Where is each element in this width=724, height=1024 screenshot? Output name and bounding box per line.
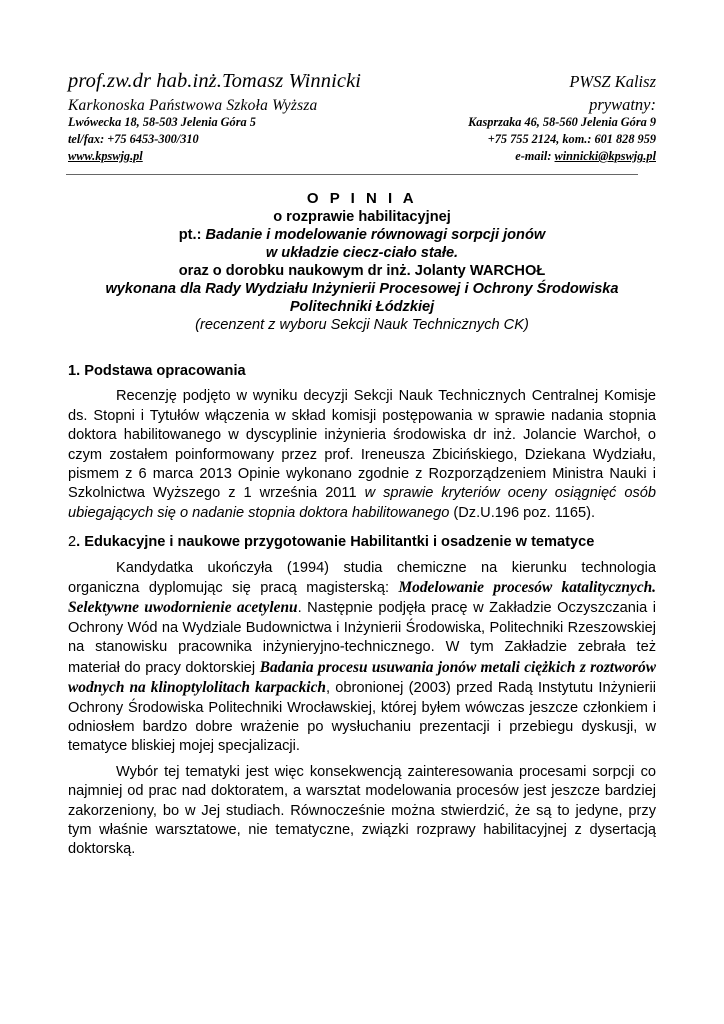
thesis-title: Badanie i modelowanie równowagi sorpcji jonów xyxy=(205,227,546,243)
title-line-2: o rozprawie habilitacyjnej xyxy=(273,209,451,225)
section-2-paragraph-2: Wybór tej tematyki jest więc konsekwencją zainteresowania procesami sorpcji co najmniej od prac nad doktoratem, a warsztat modelowania procesów jest jeszcze bardziej zakorzeniony, bo w Jej studiach. Równocześnie można stwierdzić, że są to jedyne, przy tym właśnie warsztatowe, nie tematyczne, związki rozprawy habilitacyjnej z dysertacją doktorską. xyxy=(68,763,656,858)
section-2-heading: 2. Edukacyjne i naukowe przygotowanie Habilitantki i osadzenie w tematyce xyxy=(68,534,595,551)
section-2-paragraph-1: Kandydatka ukończyła (1994) studia chemiczne na kierunku technologia organiczna dyplomując się pracą magisterską: Modelowanie procesów katalitycznych. Selektywne uwodornienie acetylenu. Następnie podjęła pracę w Zakładzie Oczyszczania i Ochrony Wód na Wydziale Budownictwa i Inżynierii Środowiska, Politechniki Rzeszowskiej na stanowisku pracownika inżynieryjno-technicznego. W tym Zakładzie zebrała też materiał do pracy doktorskiej Badania procesu usuwania jonów metali ciężkich z roztworów wodnych na klinoptylolitach karpackich, obronionej (2003) przed Radą Instytutu Inżynierii Ochrony Środowiska Politechniki Wrocławskiej, której byłem wówczas jeszcze członkiem i odniosłem bardzo dobre wrażenie po wysłuchaniu prezentacji i przebiegu dyskusji, w tematyce bliskiej mojej specjalizacji. xyxy=(68,559,656,755)
author-institution: Karkonoska Państwowa Szkoła Wyższa xyxy=(68,97,318,114)
title-line-5: oraz o dorobku naukowym dr inż. Jolanty WARCHOŁ xyxy=(178,263,546,279)
email-link[interactable]: winnicki@kpswjg.pl xyxy=(554,149,656,163)
right-institution-label: prywatny: xyxy=(589,95,656,114)
letterhead xyxy=(68,70,656,166)
document-body xyxy=(68,362,656,860)
document-heading: O P I N I A xyxy=(306,190,418,207)
title-line-8: (recenzent z wyboru Sekcji Nauk Technicznych CK) xyxy=(195,317,529,333)
title-line-7: Politechniki Łódzkiej xyxy=(289,299,435,315)
email-label: e-mail: xyxy=(515,149,552,163)
right-affiliation: PWSZ Kalisz xyxy=(569,72,656,91)
institution-website-link[interactable]: www.kpswjg.pl xyxy=(68,149,143,163)
letterhead-divider xyxy=(66,174,638,175)
private-phone: +75 755 2124, kom.: 601 828 959 xyxy=(487,132,656,146)
institution-address: Lwówecka 18, 58-503 Jelenia Góra 5 xyxy=(68,115,256,129)
section-1-heading: 1. Podstawa opracowania xyxy=(68,363,246,379)
private-address: Kasprzaka 46, 58-560 Jelenia Góra 9 xyxy=(468,115,656,129)
title-line-6: wykonana dla Rady Wydziału Inżynierii Procesowej i Ochrony Środowiska xyxy=(105,281,619,297)
title-block xyxy=(40,190,684,334)
section-1-paragraph: Recenzję podjęto w wyniku decyzji Sekcji Nauk Technicznych Centralnej Komisje ds. Stopni i Tytułów włączenia w skład komisji postępowania w sprawie nadania stopnia doktora habilitowanego w dyscyplinie inżynieria środowiska dr inż. Jolancie Warchoł, o czym zostałem poinformowany przez prof. Ireneusza Zbicińskiego, Dziekana Wydziału, pismem z 6 marca 2013 Opinie wykonano zgodnie z Rozporządzeniem Ministra Nauki i Szkolnictwa Wyższego z 1 września 2011 w sprawie kryteriów oceny osiągnięć osób ubiegających się o nadanie stopnia doktora habilitowanego (Dz.U.196 poz. 1165). xyxy=(68,388,656,521)
title-line-4: w układzie ciecz-ciało stałe. xyxy=(265,245,459,261)
author-name: prof.zw.dr hab.inż.Tomasz Winnicki xyxy=(68,70,362,92)
title-line-3: pt.: Badanie i modelowanie równowagi sorpcji jonów xyxy=(178,227,546,243)
institution-phone: tel/fax: +75 6453-300/310 xyxy=(68,132,199,146)
